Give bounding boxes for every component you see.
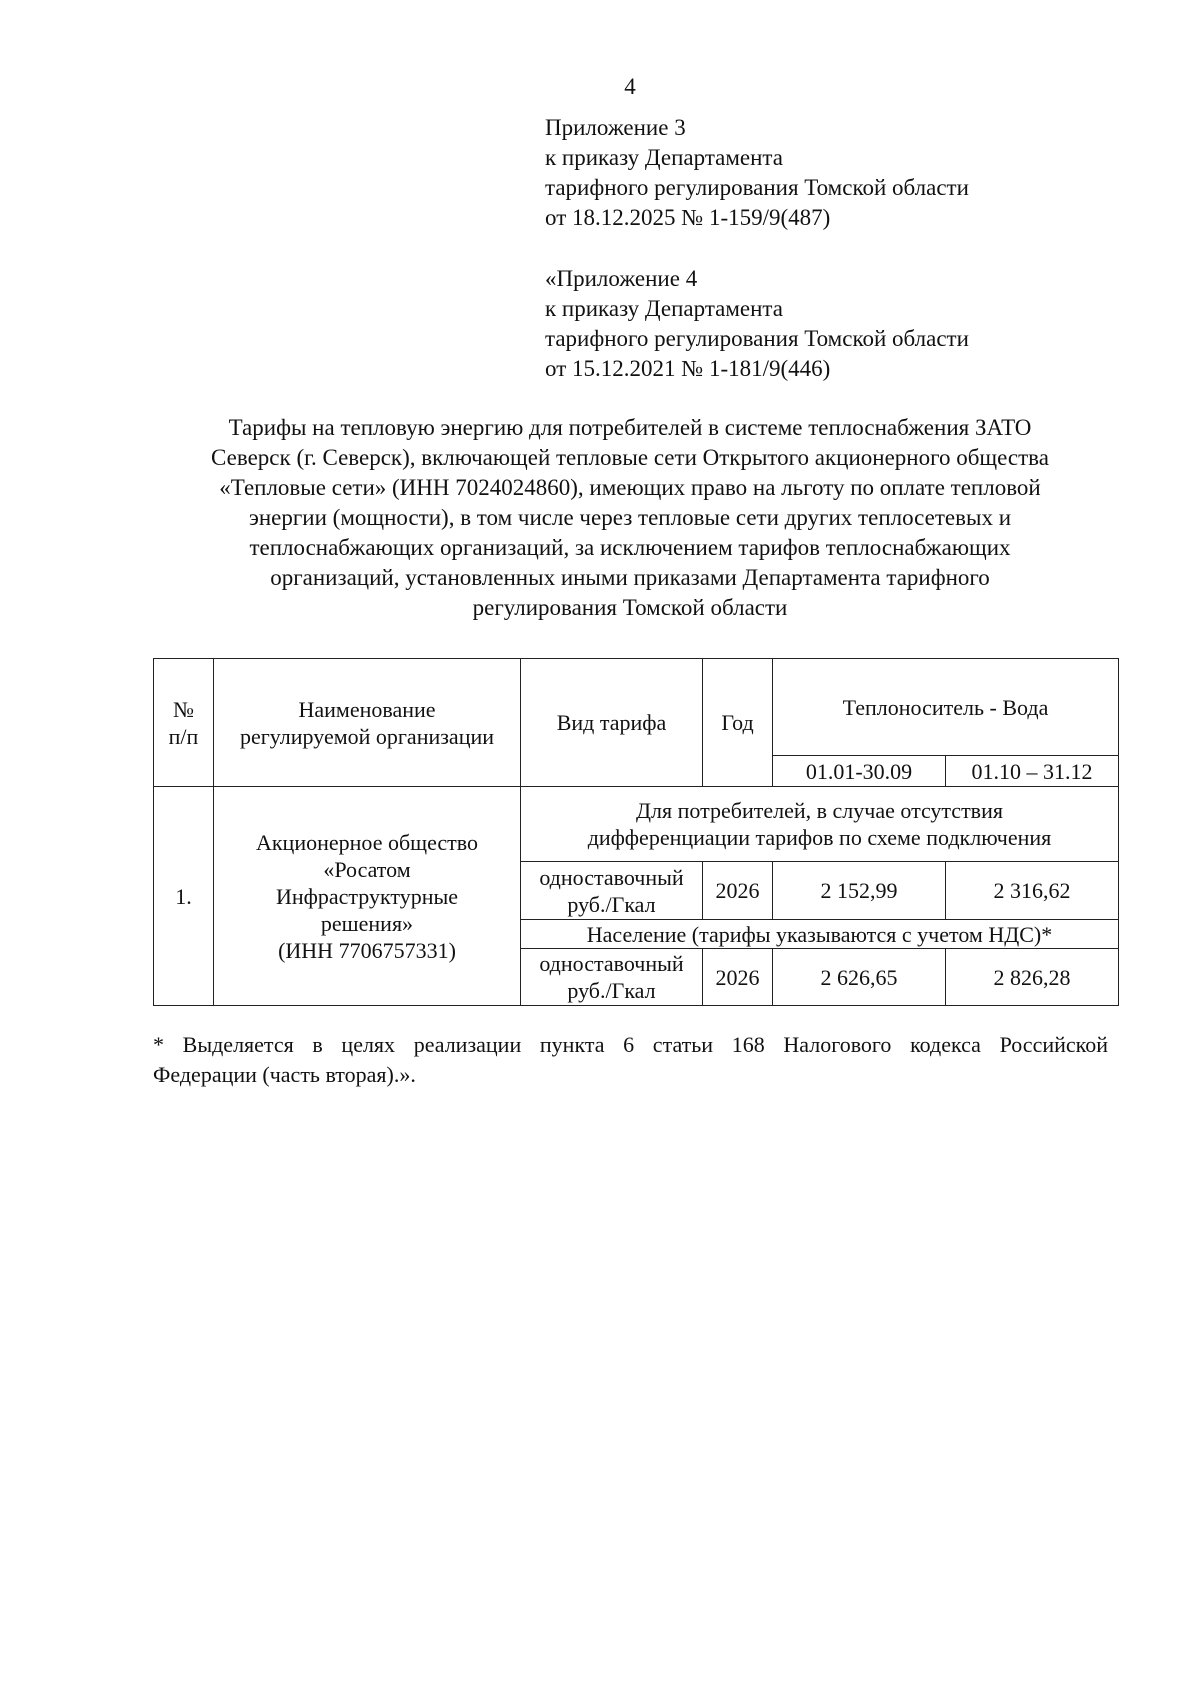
header-period-2: 01.10 – 31.12	[946, 756, 1119, 787]
tariff-type-cell	[521, 862, 703, 920]
appendix-line: от 18.12.2025 № 1-159/9(487)	[545, 205, 831, 230]
tariff-type-cell	[521, 949, 703, 1006]
title-line: «Тепловые сети» (ИНН 7024024860), имеющих право на льготу по оплате тепловой	[219, 475, 1041, 500]
appendix-line: тарифного регулирования Томской области	[545, 175, 969, 200]
footnote-line: Федерации (часть вторая).».	[153, 1062, 416, 1087]
tariff-type-line: одноставочный	[539, 864, 684, 890]
tariff-value-period-2: 2 826,28	[946, 949, 1119, 1006]
header-number-line: п/п	[168, 723, 199, 749]
appendix-line: Приложение 3	[545, 115, 686, 140]
appendix-line: к приказу Департамента	[545, 296, 783, 321]
tariff-type-line: руб./Гкал	[567, 978, 656, 1003]
header-organization-line: Наименование	[298, 696, 436, 722]
title-line: Тарифы на тепловую энергию для потребителей в системе теплоснабжения ЗАТО	[228, 415, 1032, 440]
header-period-1: 01.01-30.09	[773, 756, 946, 787]
organization-name	[214, 787, 521, 1006]
tariff-table	[153, 658, 1119, 1006]
organization-name-line: «Росатом	[323, 856, 411, 882]
appendix-header-current	[545, 113, 969, 233]
title-line: организаций, установленных иными приказами Департамента тарифного	[270, 565, 990, 590]
appendix-line: к приказу Департамента	[545, 145, 783, 170]
header-year: Год	[703, 659, 773, 787]
appendix-line: от 15.12.2021 № 1-181/9(446)	[545, 356, 831, 381]
title-line: теплоснабжающих организаций, за исключением тарифов теплоснабжающих	[249, 535, 1011, 560]
appendix-header-amended	[545, 264, 969, 384]
header-heat-carrier: Теплоноситель - Вода	[773, 659, 1119, 756]
organization-name-line: решения»	[320, 910, 414, 936]
tariff-value-period-2: 2 316,62	[946, 862, 1119, 920]
section-general-consumers	[521, 787, 1119, 862]
year-cell: 2026	[703, 949, 773, 1006]
title-line: регулирования Томской области	[472, 595, 788, 620]
header-organization-line: регулируемой организации	[239, 723, 495, 749]
tariff-type-line: одноставочный	[539, 951, 684, 976]
header-tariff-type: Вид тарифа	[521, 659, 703, 787]
organization-name-line: Инфраструктурные	[275, 883, 459, 909]
header-number	[154, 659, 214, 787]
title-line: Северск (г. Северск), включающей тепловые сети Открытого акционерного общества	[211, 445, 1049, 470]
tariff-type-line: руб./Гкал	[567, 891, 656, 917]
appendix-line: тарифного регулирования Томской области	[545, 326, 969, 351]
footnote-line: * Выделяется в целях реализации пункта 6 статьи 168 Налогового кодекса Российской	[153, 1032, 1108, 1057]
year-cell: 2026	[703, 862, 773, 920]
section-line: Для потребителей, в случае отсутствия	[636, 798, 1003, 823]
section-line: дифференциации тарифов по схеме подключения	[587, 825, 1052, 850]
page-number: 4	[624, 74, 636, 99]
row-number: 1.	[154, 787, 214, 1006]
organization-name-line: (ИНН 7706757331)	[278, 937, 456, 963]
header-organization	[214, 659, 521, 787]
document-title	[140, 413, 1120, 623]
appendix-line: «Приложение 4	[545, 266, 698, 291]
table-row	[154, 787, 1119, 862]
table-header-row	[154, 659, 1119, 756]
title-line: энергии (мощности), в том числе через тепловые сети других теплосетевых и	[248, 505, 1012, 530]
section-population: Население (тарифы указываются с учетом НДС)*	[521, 920, 1119, 949]
tariff-value-period-1: 2 626,65	[773, 949, 946, 1006]
tariff-value-period-1: 2 152,99	[773, 862, 946, 920]
header-number-line: №	[173, 696, 194, 722]
organization-name-line: Акционерное общество	[255, 829, 479, 855]
footnote	[153, 1030, 1108, 1090]
